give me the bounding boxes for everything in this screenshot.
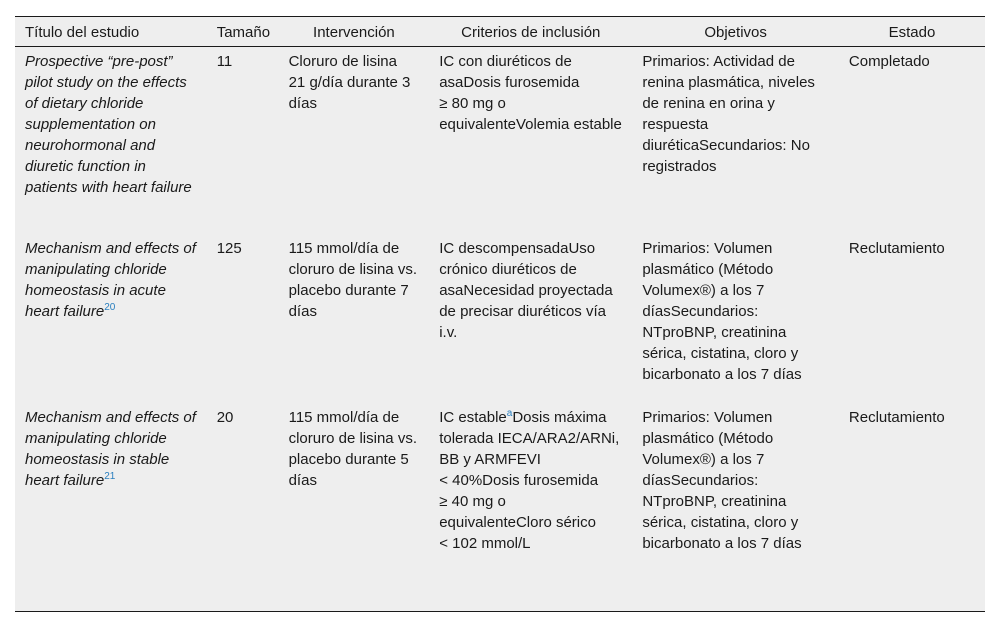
study-objectives: Primarios: Volumen plasmático (Método Volumex®) a los 7 díasSecundarios: NTproBNP, creatinina sérica, cistatina, cloro y bicarbonato a los 7 días: [642, 240, 802, 383]
header-title: Título del estudio: [25, 24, 140, 41]
study-state: Reclutamiento: [848, 409, 945, 426]
study-title-cell: [15, 403, 207, 612]
intervention-line: 115 mmol/día de cloruro de lisina vs. placebo durante 5 días: [288, 409, 417, 489]
study-title-cell: [15, 47, 207, 235]
intervention-line: 21 g/día durante 3 días: [288, 74, 411, 112]
study-objectives-cell: [632, 234, 839, 403]
study-intervention-cell: [279, 47, 430, 235]
header-size: Tamaño: [216, 24, 271, 41]
study-intervention-cell: [279, 234, 430, 403]
study-state-cell: [839, 403, 985, 612]
study-size: 20: [216, 409, 234, 426]
criteria-line: < 102 mmol/L: [439, 535, 531, 552]
table-row: [15, 47, 985, 235]
criteria-line: [439, 51, 622, 93]
study-size-cell: [207, 403, 279, 612]
study-table-container: [15, 16, 985, 612]
criteria-line: [439, 407, 622, 470]
study-criteria-cell: [429, 403, 632, 612]
study-state-cell: [839, 234, 985, 403]
study-title-cell: [15, 234, 207, 403]
study-size: 125: [216, 240, 242, 257]
study-title: Mechanism and effects of manipulating chloride homeostasis in stable heart failure: [25, 409, 196, 489]
table-row: [15, 403, 985, 612]
study-title: Prospective “pre-post” pilot study on the effects of dietary chloride supplementation on neurohormonal and diuretic function in patients with heart failure: [25, 53, 192, 196]
criteria-prefix: IC estable: [439, 409, 507, 426]
reference-link[interactable]: 21: [104, 471, 116, 482]
table-body: [15, 47, 985, 612]
criteria-line: ≥ 40 mg o equivalenteCloro sérico: [439, 493, 596, 531]
study-objectives-cell: [632, 47, 839, 235]
study-criteria-cell: [429, 234, 632, 403]
header-intervention: Intervención: [313, 24, 395, 41]
study-criteria-cell: [429, 47, 632, 235]
criteria-text: IC descompensadaUso crónico diuréticos de asaNecesidad proyectada de precisar diuréticos vía i.v.: [439, 240, 613, 341]
study-objectives: Primarios: Volumen plasmático (Método Volumex®) a los 7 díasSecundarios: NTproBNP, creatinina sérica, cistatina, cloro y bicarbonato a los 7 días: [642, 409, 802, 552]
table-row: [15, 234, 985, 403]
studies-table: [15, 16, 985, 612]
criteria-line: [439, 238, 622, 343]
intervention-line: 115 mmol/día de cloruro de lisina vs. placebo durante 7 días: [288, 240, 417, 320]
study-size-cell: [207, 47, 279, 235]
study-state: Reclutamiento: [848, 240, 945, 257]
intervention-line: Cloruro de lisina: [288, 53, 397, 70]
criteria-text: Dosis máxima tolerada IECA/ARA2/ARNi, BB y ARMFEVI: [439, 409, 620, 468]
header-objectives: Objetivos: [704, 24, 767, 41]
reference-link[interactable]: 20: [104, 302, 116, 313]
study-size: 11: [216, 53, 233, 70]
study-size-cell: [207, 234, 279, 403]
study-objectives: Primarios: Actividad de renina plasmática, niveles de renina en orina y respuesta diuréticaSecundarios: No registrados: [642, 53, 815, 175]
criteria-text: IC con diuréticos de asaDosis furosemida: [439, 53, 580, 91]
header-criteria: Criterios de inclusión: [461, 24, 601, 41]
study-state-cell: [839, 47, 985, 235]
criteria-line: < 40%Dosis furosemida: [439, 472, 599, 489]
criteria-footnote-link[interactable]: a: [506, 408, 513, 419]
study-title: Mechanism and effects of manipulating chloride homeostasis in acute heart failure: [25, 240, 196, 320]
header-state: Estado: [888, 24, 936, 41]
study-intervention-cell: [279, 403, 430, 612]
study-objectives-cell: [632, 403, 839, 612]
criteria-line: ≥ 80 mg o equivalenteVolemia estable: [439, 95, 622, 133]
study-state: Completado: [848, 53, 930, 70]
table-header-row: [15, 17, 985, 47]
